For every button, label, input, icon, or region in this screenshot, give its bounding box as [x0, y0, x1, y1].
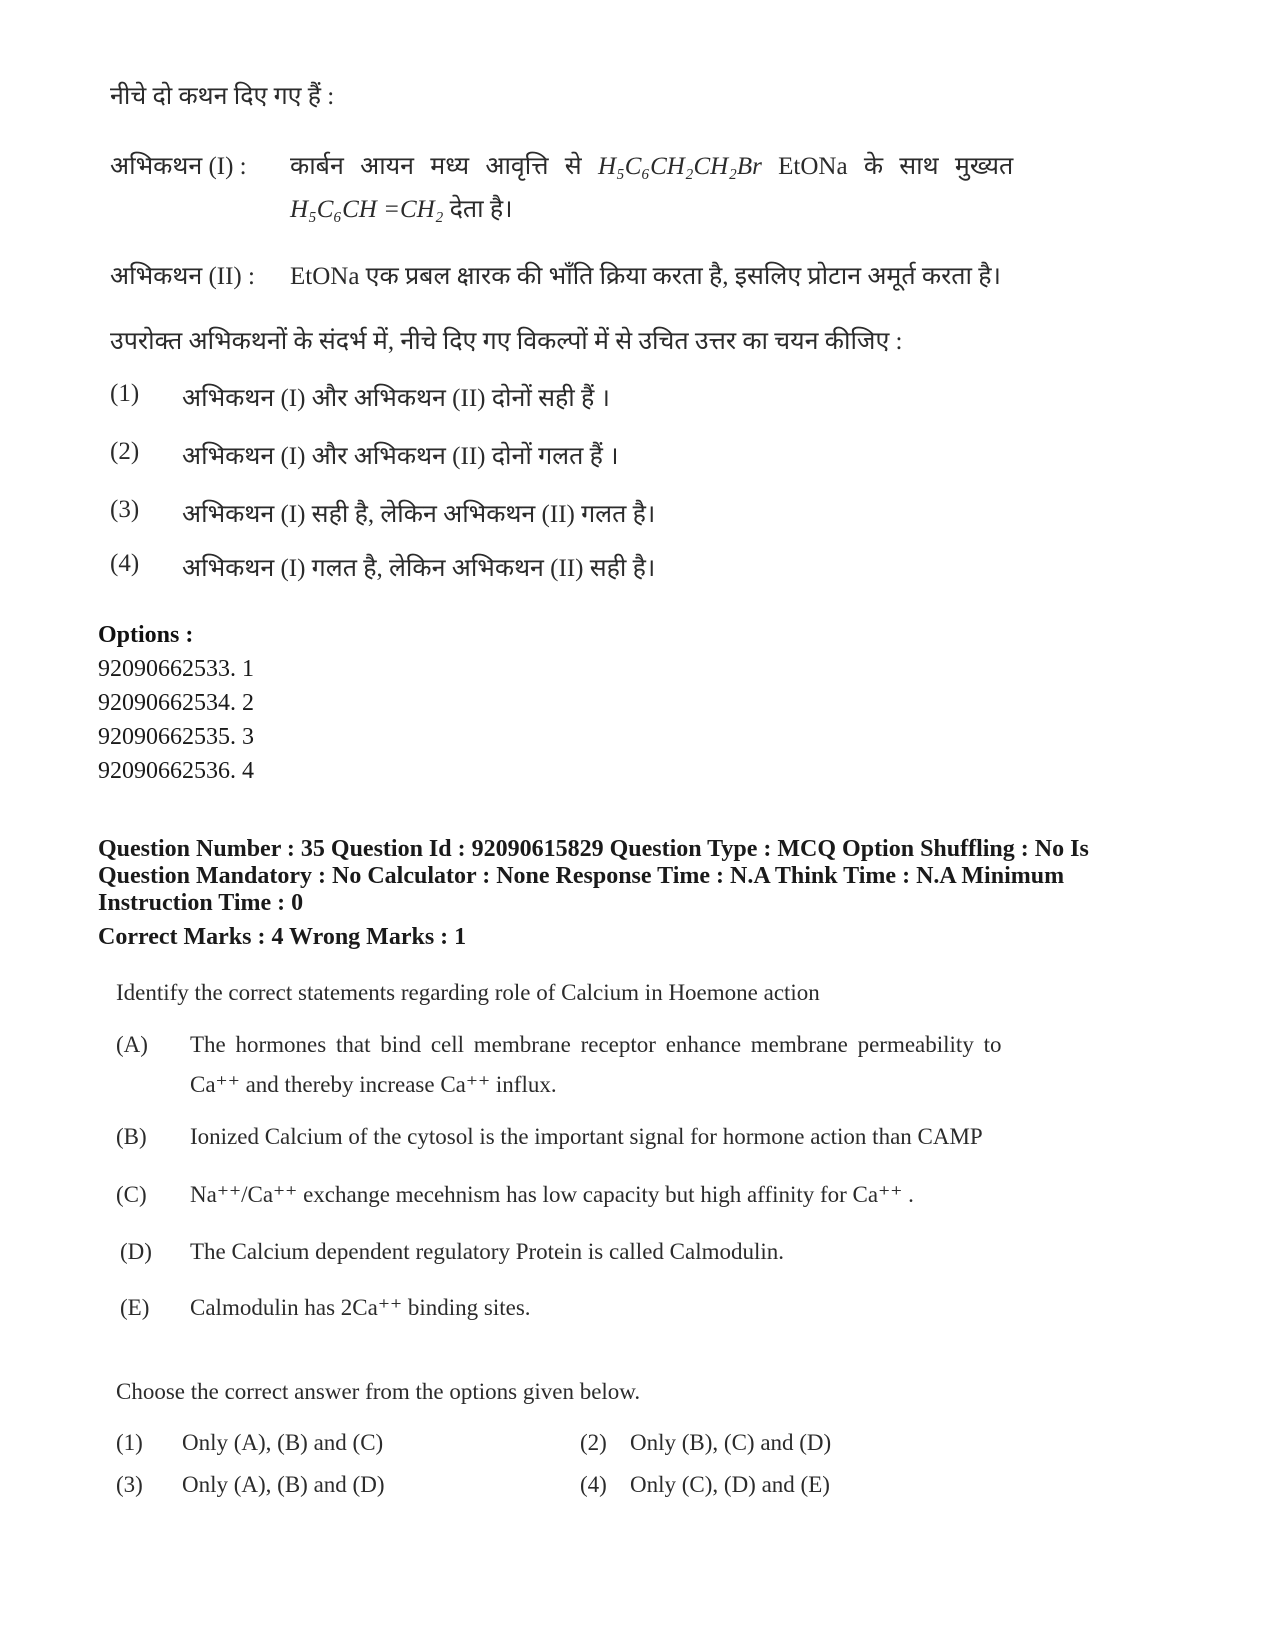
answer-1-text: Only (A), (B) and (C): [182, 1430, 384, 1455]
statement-e-text: Calmodulin has 2Ca⁺⁺ binding sites.: [190, 1295, 531, 1320]
statement-b-label: (B): [116, 1124, 147, 1149]
marks-info: Correct Marks : 4 Wrong Marks : 1: [98, 924, 467, 950]
q2-prompt: Identify the correct statements regarding role of Calcium in Hoemone action: [116, 980, 820, 1005]
statement-1-text-a: कार्बन आयन मध्य आवृत्ति से: [290, 153, 582, 180]
statement-d-label: (D): [120, 1239, 152, 1264]
answer-2-number: (2): [580, 1430, 607, 1455]
answer-2-text: Only (B), (C) and (D): [630, 1430, 832, 1455]
statement-1-formula-2: H₅C₆CH =CH₂: [290, 196, 444, 223]
statement-a-label: (A): [116, 1032, 148, 1057]
option-id-3: 92090662535. 3: [98, 724, 254, 750]
choice-3-text: अभिकथन (I) सही है, लेकिन अभिकथन (II) गलत है।: [182, 501, 656, 528]
q2-choose-instruction: Choose the correct answer from the options given below.: [116, 1379, 641, 1404]
choice-1-number: (1): [110, 380, 140, 407]
choice-4-text: अभिकथन (I) गलत है, लेकिन अभिकथन (II) सही है।: [182, 555, 656, 582]
option-id-2: 92090662534. 2: [98, 690, 254, 716]
statement-1-text-b: EtONa के साथ मुख्यत: [778, 153, 1014, 180]
statement-1-text-c: देता है।: [449, 196, 513, 223]
statement-1-label: अभिकथन (I) :: [110, 153, 247, 180]
choice-4-number: (4): [110, 550, 140, 577]
option-id-4: 92090662536. 4: [98, 758, 254, 784]
choice-2-text: अभिकथन (I) और अभिकथन (II) दोनों गलत हैं ।: [182, 443, 619, 470]
option-id-1: 92090662533. 1: [98, 656, 254, 682]
statement-a-line-1: The hormones that bind cell membrane receptor enhance membrane permeability to: [190, 1032, 1002, 1057]
question-info: Question Number : 35 Question Id : 92090615829 Question Type : MCQ Option Shuffling : No Is Question Mandatory : No Calculator : None Response Time : N.A Think Time : N.A Minimum Instruction Time : 0: [98, 836, 1089, 916]
answer-1-number: (1): [116, 1430, 143, 1455]
statement-b-text: Ionized Calcium of the cytosol is the important signal for hormone action than CAMP: [190, 1124, 983, 1149]
statement-1-line-1: [290, 148, 1013, 182]
statement-1-formula: H₅C₆CH₂CH₂Br: [597, 153, 762, 180]
statement-c-text: Na⁺⁺/Ca⁺⁺ exchange mecehnism has low capacity but high affinity for Ca⁺⁺ .: [190, 1182, 914, 1207]
q1-instruction: उपरोक्त अभिकथनों के संदर्भ में, नीचे दिए गए विकल्पों में से उचित उत्तर का चयन कीजिए :: [110, 328, 903, 355]
q1-intro: नीचे दो कथन दिए गए हैं :: [110, 83, 335, 110]
choice-1-text: अभिकथन (I) और अभिकथन (II) दोनों सही हैं ।: [182, 385, 610, 412]
options-heading: Options :: [98, 622, 194, 648]
answer-3-text: Only (A), (B) and (D): [182, 1472, 385, 1497]
statement-d-text: The Calcium dependent regulatory Protein is called Calmodulin.: [190, 1239, 785, 1264]
statement-2-text: EtONa एक प्रबल क्षारक की भाँति क्रिया करता है, इसलिए प्रोटान अमूर्त करता है।: [290, 263, 1002, 290]
statement-c-label: (C): [116, 1182, 147, 1207]
answer-4-text: Only (C), (D) and (E): [630, 1472, 830, 1497]
choice-2-number: (2): [110, 438, 140, 465]
answer-3-number: (3): [116, 1472, 143, 1497]
statement-1-line-2: [290, 191, 513, 225]
statement-2-label: अभिकथन (II) :: [110, 263, 255, 290]
statement-e-label: (E): [120, 1295, 150, 1320]
statement-a-line-2: Ca⁺⁺ and thereby increase Ca⁺⁺ influx.: [190, 1072, 557, 1097]
choice-3-number: (3): [110, 496, 140, 523]
answer-4-number: (4): [580, 1472, 607, 1497]
